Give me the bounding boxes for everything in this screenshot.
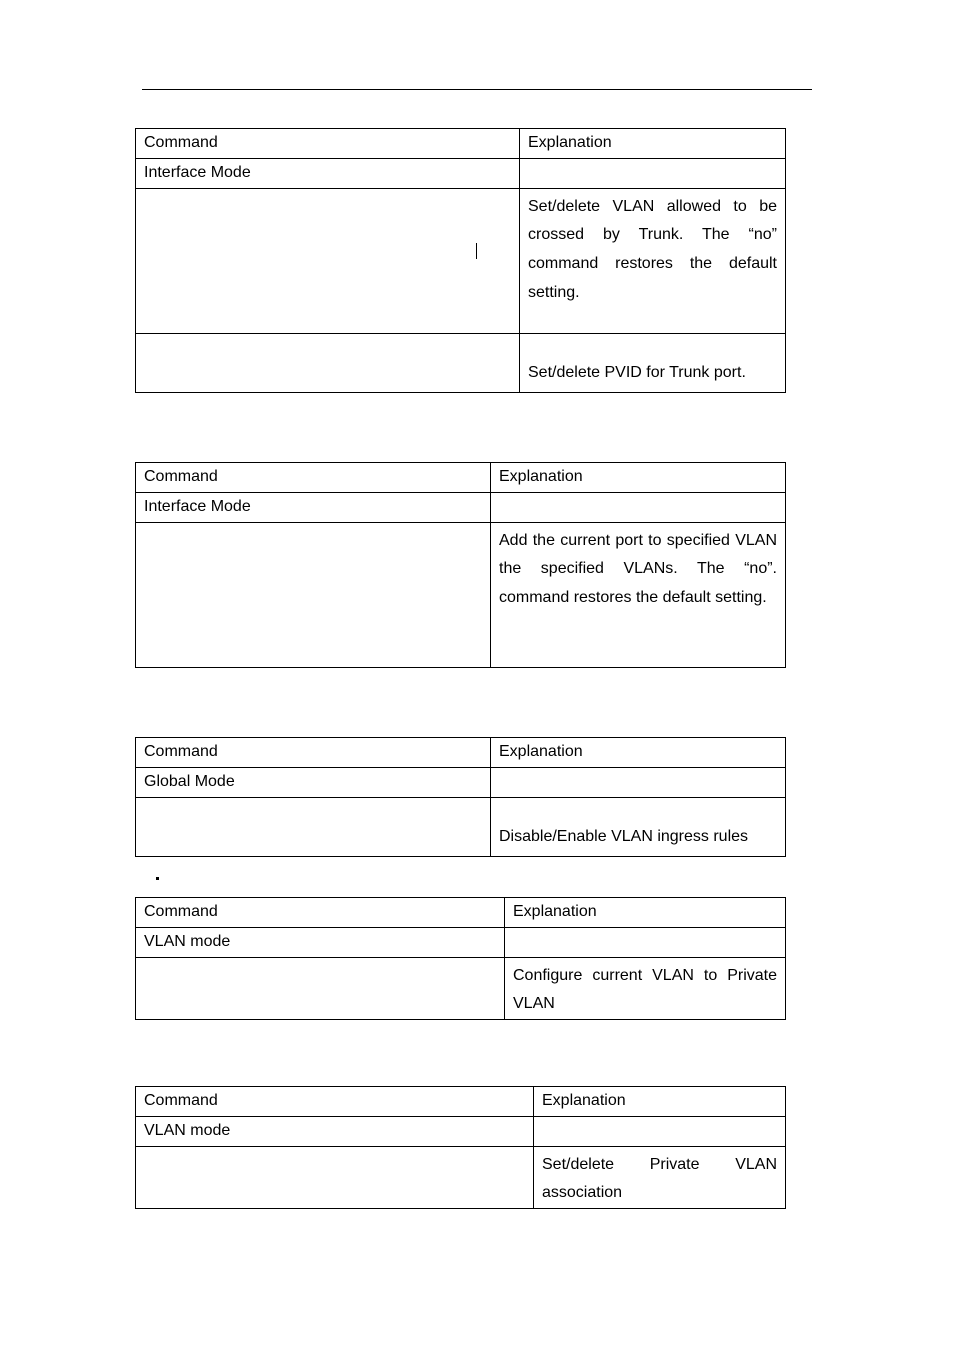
- header-explanation: Explanation: [505, 898, 786, 928]
- mode-label: VLAN mode: [136, 927, 505, 957]
- command-cell: [136, 797, 491, 856]
- mode-empty-cell: [505, 927, 786, 957]
- command-cell: [136, 188, 520, 333]
- mode-row: [136, 492, 786, 522]
- table-row: [136, 797, 786, 856]
- explanation-cell: Set/delete PVID for Trunk port.: [520, 333, 786, 392]
- table-row: [136, 188, 786, 333]
- table-header-row: [136, 898, 786, 928]
- mode-empty-cell: [534, 1116, 786, 1146]
- header-explanation: Explanation: [534, 1087, 786, 1117]
- command-cell: [136, 522, 491, 667]
- table-header-row: [136, 738, 786, 768]
- explanation-cell: Add the current port to specified VLAN the specified VLANs. The “no”. command restores the default setting.: [491, 522, 786, 667]
- command-cell: [136, 957, 505, 1020]
- table-row: [136, 333, 786, 392]
- table-header-row: [136, 463, 786, 493]
- table-row: [136, 957, 786, 1020]
- table-header-row: [136, 129, 786, 159]
- explanation-cell: Configure current VLAN to Private VLAN: [505, 957, 786, 1020]
- mode-empty-cell: [491, 767, 786, 797]
- header-command: Command: [136, 1087, 534, 1117]
- header-command: Command: [136, 463, 491, 493]
- command-table-5: [135, 1086, 786, 1209]
- mode-row: [136, 767, 786, 797]
- table-row: [136, 1146, 786, 1209]
- command-cell: [136, 1146, 534, 1209]
- header-command: Command: [136, 129, 520, 159]
- command-table-2: [135, 462, 786, 668]
- text-cursor-mark: [476, 243, 477, 259]
- header-rule: [142, 89, 812, 90]
- mode-label: VLAN mode: [136, 1116, 534, 1146]
- command-table-4: [135, 897, 786, 1020]
- mode-empty-cell: [520, 158, 786, 188]
- command-table-3: [135, 737, 786, 857]
- explanation-cell: Set/delete VLAN allowed to be crossed by Trunk. The “no” command restores the default setting.: [520, 188, 786, 333]
- mode-row: [136, 158, 786, 188]
- header-explanation: Explanation: [491, 738, 786, 768]
- mode-row: [136, 927, 786, 957]
- stray-dot: [156, 877, 159, 880]
- mode-label: Interface Mode: [136, 492, 491, 522]
- header-command: Command: [136, 738, 491, 768]
- explanation-cell: Set/delete Private VLAN association: [534, 1146, 786, 1209]
- table-row: [136, 522, 786, 667]
- header-command: Command: [136, 898, 505, 928]
- command-table-1: [135, 128, 786, 393]
- header-explanation: Explanation: [491, 463, 786, 493]
- header-explanation: Explanation: [520, 129, 786, 159]
- mode-row: [136, 1116, 786, 1146]
- command-cell: [136, 333, 520, 392]
- mode-label: Interface Mode: [136, 158, 520, 188]
- explanation-cell: Disable/Enable VLAN ingress rules: [491, 797, 786, 856]
- mode-empty-cell: [491, 492, 786, 522]
- mode-label: Global Mode: [136, 767, 491, 797]
- table-header-row: [136, 1087, 786, 1117]
